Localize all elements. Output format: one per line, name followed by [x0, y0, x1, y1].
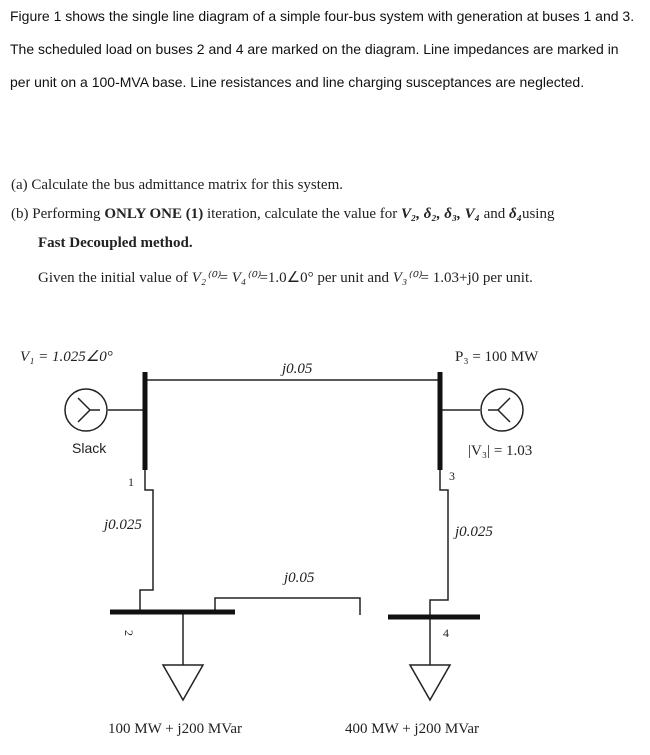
- load-4-icon: [410, 665, 450, 700]
- generator-1-icon: [65, 389, 107, 431]
- given-eq3: = 1.03+j0 per unit.: [420, 270, 533, 286]
- v3-label: |V₃| = 1.03: [468, 443, 533, 459]
- question-a: (a) Calculate the bus admittance matrix for this system.: [11, 177, 343, 193]
- line-1-2: [140, 470, 153, 612]
- question-b-vars: V₂, δ₂, δ₃, V₄: [401, 206, 480, 222]
- question-b-mid: iteration, calculate the value for: [203, 206, 402, 222]
- intro-paragraph: Figure 1 shows the single line diagram of a simple four-bus system with generation at buses 1 and 3. The scheduled load on buses 2 and 4 are marked on the diagram. Line impedances are marked in per unit on a 100-MVA base. Line resistances and line charging susceptances are neglected.: [10, 8, 635, 90]
- question-b-suffix: using: [521, 206, 555, 222]
- question-b-bold: ONLY ONE (1): [104, 206, 204, 222]
- method-name: Fast Decoupled method.: [38, 235, 193, 251]
- line-2-4: [215, 598, 360, 615]
- bus-4-number: 4: [443, 626, 449, 640]
- given-eq2: =1.0∠0° per unit and: [259, 270, 393, 286]
- load-2-label: 100 MW + j200 MVar: [108, 721, 243, 737]
- load-2-icon: [163, 665, 203, 700]
- given-prefix: Given the initial value of: [38, 270, 192, 286]
- question-b-last: δ₄: [509, 206, 522, 222]
- given-eq1: =: [219, 270, 232, 286]
- given-v3: V₃⁽⁰⁾: [392, 270, 421, 286]
- bus-3-number: 3: [449, 469, 455, 483]
- question-b-and: and: [479, 206, 510, 222]
- z34-label: j0.025: [455, 524, 493, 540]
- p3-label: P₃ = 100 MW: [455, 349, 539, 365]
- z12-label: j0.025: [104, 517, 142, 533]
- slack-label: Slack: [72, 440, 107, 456]
- z13-label: j0.05: [282, 361, 313, 377]
- given-v2: V₂⁽⁰⁾: [191, 270, 220, 286]
- bus-1-number: 1: [128, 475, 134, 489]
- given-v4: V₄⁽⁰⁾: [231, 270, 260, 286]
- bus-2-number: 2: [122, 630, 136, 636]
- generator-3-icon: [481, 389, 523, 431]
- load-4-label: 400 MW + j200 MVar: [345, 721, 480, 737]
- v1-label: V₁ = 1.025∠0°: [20, 349, 113, 365]
- question-b-prefix: (b) Performing: [11, 206, 105, 222]
- z24-label: j0.05: [284, 570, 315, 586]
